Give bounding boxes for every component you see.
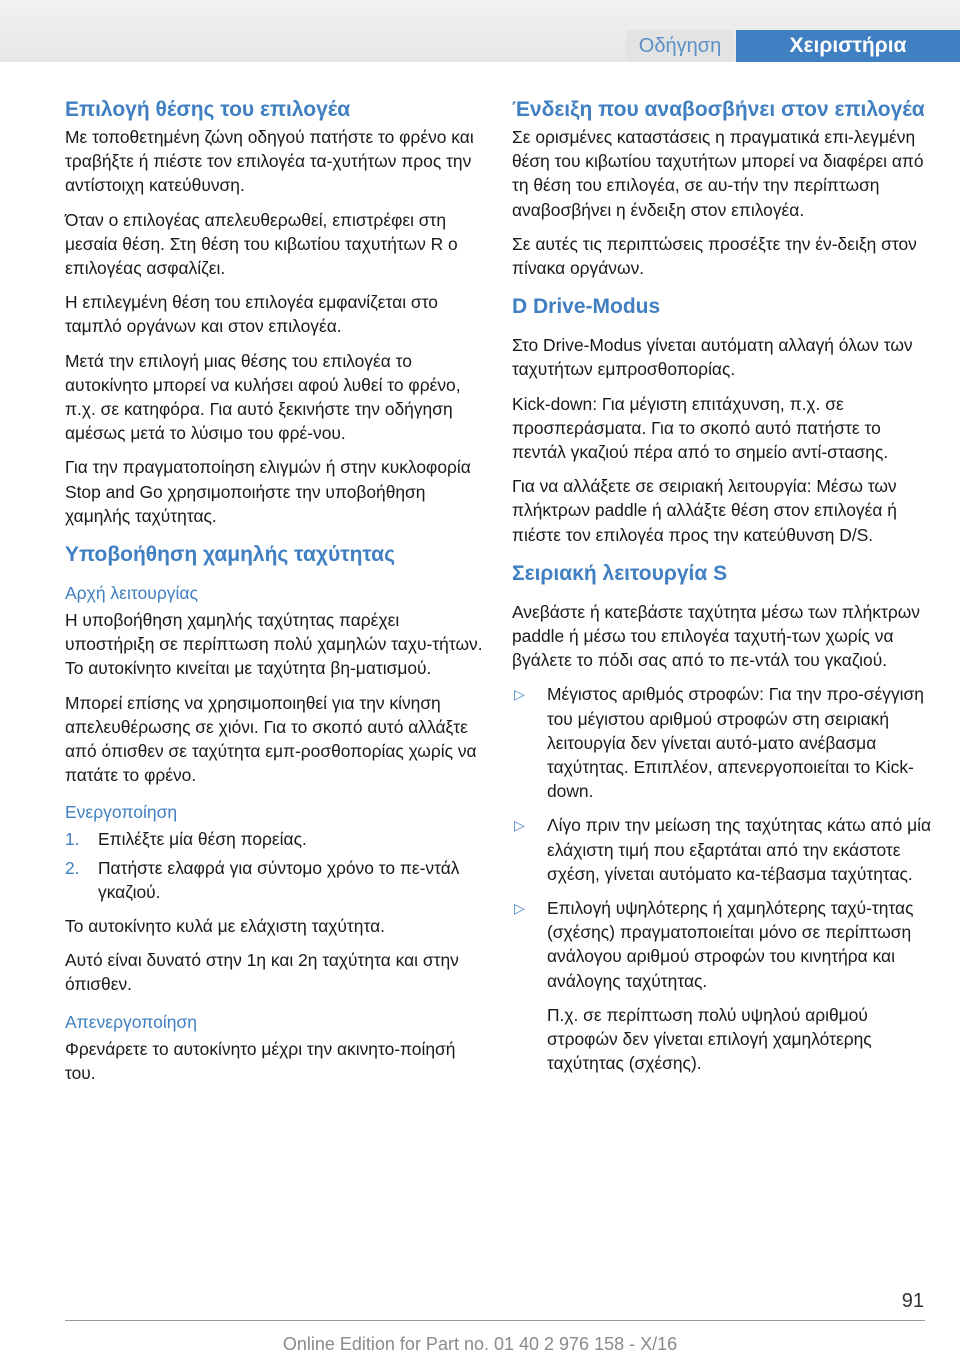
paragraph: Αυτό είναι δυνατό στην 1η και 2η ταχύτητα και στην όπισθεν.	[65, 950, 459, 995]
activation-steps	[65, 827, 485, 904]
list-item	[512, 896, 932, 993]
triangle-bullet-icon: ▷	[514, 686, 525, 703]
heading-activation: Ενεργοποίηση	[65, 802, 178, 823]
paragraph: Η υποβοήθηση χαμηλής ταχύτητας παρέχει υποστήριξη σε περίπτωση πολύ χαμηλών ταχυ‐τήτων. Το αυτοκίνητο κινείται με ταχύτητα βη‐ματισμού.	[65, 610, 483, 679]
step-text: Πατήστε ελαφρά για σύντομο χρόνο το πε‐ντάλ γκαζιού.	[98, 857, 460, 902]
step-number: 1.	[65, 829, 80, 850]
paragraph: Μετά την επιλογή μιας θέσης του επιλογέα το αυτοκίνητο μπορεί να κυλήσει αφού λυθεί το φρένο, π.χ. σε κατηφόρα. Για αυτό ξεκινήστε την οδήγηση αμέσως μετά το λύσιμο του φρέ‐νου.	[65, 350, 461, 444]
tab-controls[interactable]: Χειριστήρια	[736, 30, 960, 62]
paragraph: Σε ορισμένες καταστάσεις η πραγματικά επι‐λεγμένη θέση του κιβωτίου ταχυτήτων μπορεί να διαφέρει από τη θέση του επιλογέα, σε αυ‐τήν την περίπτωση αναβοσβήνει η ένδειξη στον επιλογέα.	[512, 127, 924, 220]
paragraph: Το αυτοκίνητο κυλά με ελάχιστη ταχύτητα.	[65, 916, 385, 937]
heading-drive-mode: D Drive-Modus	[512, 295, 661, 319]
paragraph: Όταν ο επιλογέας απελευθερωθεί, επιστρέφει στη μεσαία θέση. Στη θέση του κιβωτίου ταχυτήτων R ο επιλογέας ασφαλίζει.	[65, 209, 458, 279]
list-item	[512, 682, 932, 803]
paragraph: Σε αυτές τις περιπτώσεις προσέξτε την έν‐δειξη στον πίνακα οργάνων.	[512, 233, 917, 279]
bullet-list	[512, 682, 932, 992]
edition-text: Online Edition for Part no. 01 40 2 976 158 - X/16	[282, 1334, 678, 1354]
triangle-bullet-icon: ▷	[514, 900, 525, 917]
heading-sequential-mode: Σειριακή λειτουργία S	[512, 561, 728, 585]
list-item	[65, 827, 485, 851]
bullet-text: Επιλογή υψηλότερης ή χαμηλότερης ταχύ‐τητας (σχέσης) πραγματοποιείται μόνο σε περίπτωση ανάλογου αριθμού στροφών του κινητήρα και ανάλογης ταχύτητας.	[547, 898, 914, 991]
heading-low-speed-assist: Υποβοήθηση χαμηλής ταχύτητας	[65, 543, 396, 567]
paragraph: Για την πραγματοποίηση ελιγμών ή στην κυκλοφορία Stop and Go χρησιμοποιήστε την υποβοήθηση χαμηλής ταχύτητας.	[65, 457, 471, 526]
list-item	[512, 813, 932, 886]
bullet-text: Λίγο πριν την μείωση της ταχύτητας κάτω από μία ελάχιστη τιμή που εξαρτάται από την εκάστοτε σχέση, γίνεται αυτόματο κα‐τέβασμα ταχύτητας.	[547, 815, 932, 884]
heading-principle: Αρχή λειτουργίας	[65, 583, 198, 604]
paragraph: Ανεβάστε ή κατεβάστε ταχύτητα μέσω των πλήκτρων paddle ή μέσω του επιλογέα ταχυτή‐των χωρίς να βγάλετε το πόδι σας από το πε‐ντάλ του γκαζιού.	[512, 601, 920, 671]
paragraph: Στο Drive-Modus γίνεται αυτόματη αλλαγή όλων των ταχυτήτων εμπροσθοπορίας.	[512, 335, 913, 380]
step-number: 2.	[65, 857, 80, 878]
paragraph: Η επιλεγμένη θέση του επιλογέα εμφανίζεται στο ταμπλό οργάνων και στον επιλογέα.	[65, 292, 438, 337]
paragraph: Φρενάρετε το αυτοκίνητο μέχρι την ακινητο‐ποίησή του.	[65, 1038, 456, 1083]
right-column	[512, 98, 932, 1086]
tab-driving[interactable]: Οδήγηση	[626, 30, 734, 62]
paragraph: Kick-down: Για μέγιστη επιτάχυνση, π.χ. σε προσπεράσματα. Για το σκοπό αυτό πατήστε το πεντάλ γκαζιού πέρα από το σημείο αντί‐στασης.	[512, 393, 889, 463]
list-item	[65, 856, 485, 904]
footer-divider	[65, 1320, 925, 1321]
left-column	[65, 98, 485, 1095]
page-number: 91	[901, 1290, 924, 1312]
header-bar	[0, 0, 960, 62]
footer	[0, 1320, 960, 1362]
bullet-sub-paragraph: Π.χ. σε περίπτωση πολύ υψηλού αριθμού στροφών δεν γίνεται επιλογή χαμηλότερης ταχύτητας (σχέσης).	[547, 1004, 872, 1074]
triangle-bullet-icon: ▷	[514, 817, 525, 834]
heading-deactivation: Απενεργοποίηση	[65, 1011, 198, 1032]
heading-selector-position: Επιλογή θέσης του επιλογέα	[65, 98, 351, 121]
paragraph: Με τοποθετημένη ζώνη οδηγού πατήστε το φρένο και τραβήξτε ή πιέστε τον επιλογέα τα‐χυτήτων προς την αντίστοιχη κατεύθυνση.	[65, 127, 474, 196]
bullet-text: Μέγιστος αριθμός στροφών: Για την προ‐σέγγιση του μέγιστου αριθμού στροφών στη σειριακή λειτουργία δεν γίνεται αυτό‐ματο ανέβασμα ταχύτητας. Επιπλέον, απενεργοποιείται το Kick-down.	[547, 684, 924, 802]
paragraph: Μπορεί επίσης να χρησιμοποιηθεί για την κίνηση απελευθέρωσης σε χιόνι. Για το σκοπό αυτό αλλάξτε από όπισθεν σε ταχύτητα εμπ‐ροσθοπορίας χωρίς να πατάτε το φρένο.	[65, 692, 477, 786]
heading-flashing-indicator: Ένδειξη που αναβοσβήνει στον επιλογέα	[512, 98, 925, 121]
step-text: Επιλέξτε μία θέση πορείας.	[98, 829, 307, 850]
paragraph: Για να αλλάξετε σε σειριακή λειτουργία: Μέσω των πλήκτρων paddle ή αλλάξτε θέση στον επιλογέα ή πιέστε τον επιλογέα προς την κατεύθυνση D/S.	[512, 476, 897, 545]
